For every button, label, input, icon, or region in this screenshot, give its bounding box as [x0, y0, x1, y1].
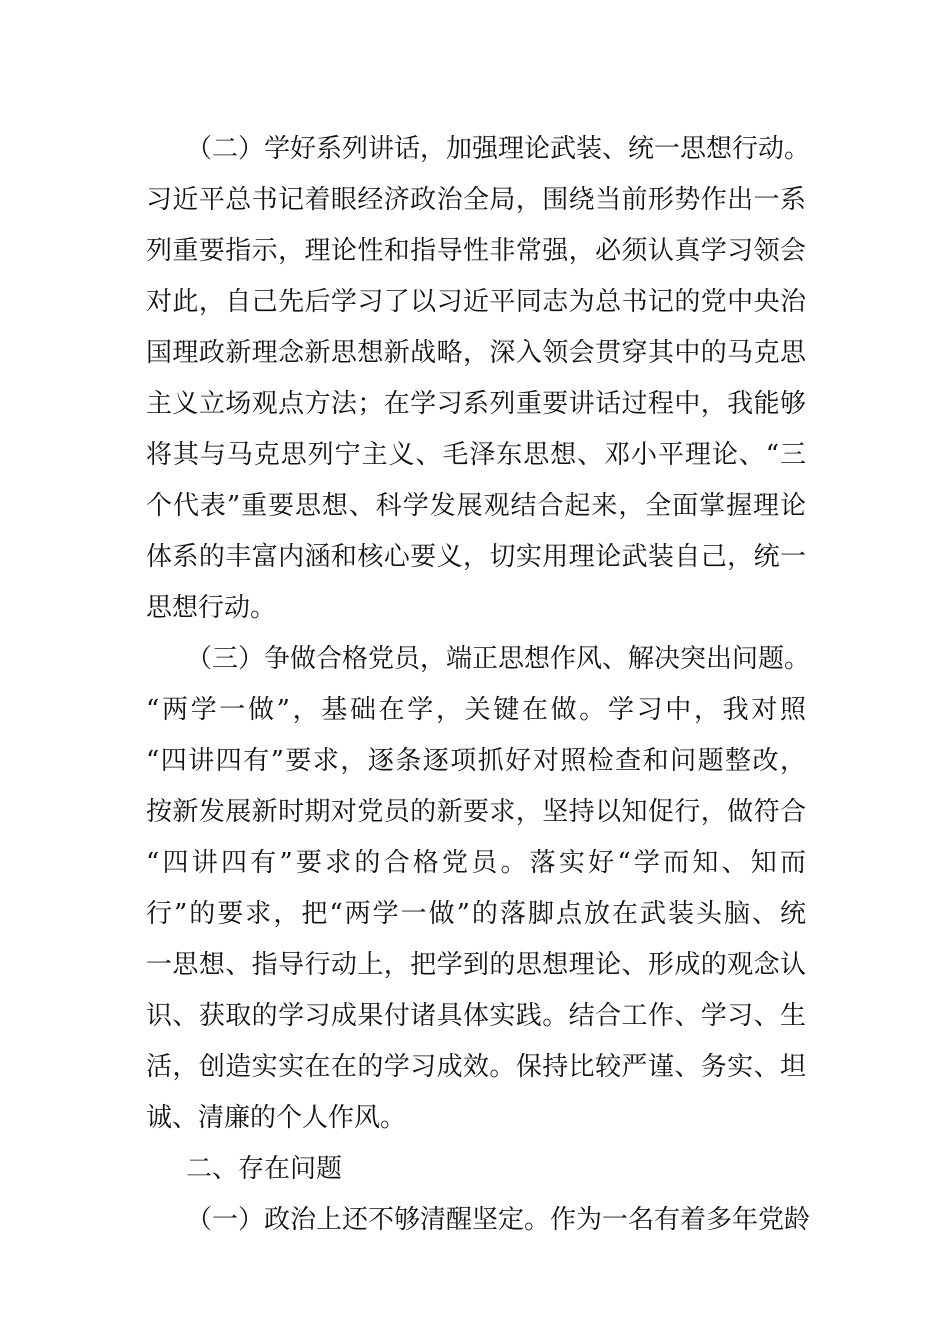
paragraph-line: 个代表”重要思想、科学发展观结合起来，全面掌握理论 — [146, 491, 806, 521]
paragraph-line: 行”的要求，把“两学一做”的落脚点放在武装头脑、统 — [146, 899, 806, 929]
paragraph-line: 体系的丰富内涵和核心要义，切实用理论武装自己，统一 — [146, 542, 806, 572]
paragraph-line: 识、获取的学习成果付诸具体实践。结合工作、学习、生 — [146, 1001, 806, 1031]
paragraph-line: 诚、清廉的个人作风。 — [146, 1103, 407, 1133]
section-title-problems: 二、存在问题 — [186, 1154, 343, 1184]
section-heading-3: （三）争做合格党员，端正思想作风、解决突出问题。 — [186, 644, 811, 674]
paragraph-line: 习近平总书记着眼经济政治全局，围绕当前形势作出一系 — [146, 185, 806, 215]
paragraph-line: 国理政新理念新思想新战略，深入领会贯穿其中的马克思 — [146, 338, 806, 368]
paragraph-line: “四讲四有”要求的合格党员。落实好“学而知、知而 — [146, 848, 806, 878]
paragraph-line: 列重要指示，理论性和指导性非常强，必须认真学习领会 — [146, 236, 806, 266]
paragraph-line: 对此，自己先后学习了以习近平同志为总书记的党中央治 — [146, 287, 806, 317]
paragraph-line: 一思想、指导行动上，把学到的思想理论、形成的观念认 — [146, 950, 806, 980]
paragraph-line: 主义立场观点方法；在学习系列重要讲话过程中，我能够 — [146, 389, 806, 419]
section-heading-2: （二）学好系列讲话，加强理论武装、统一思想行动。 — [186, 134, 811, 164]
paragraph-line: “两学一做”，基础在学，关键在做。学习中，我对照 — [146, 695, 806, 725]
paragraph-line: 按新发展新时期对党员的新要求，坚持以知促行，做符合 — [146, 797, 806, 827]
paragraph-line: 思想行动。 — [146, 593, 277, 623]
subsection-heading-1: （一）政治上还不够清醒坚定。作为一名有着多年党龄 — [186, 1205, 811, 1235]
paragraph-line: 活，创造实实在在的学习成效。保持比较严谨、务实、坦 — [146, 1052, 806, 1082]
paragraph-line: “四讲四有”要求，逐条逐项抓好对照检查和问题整改， — [146, 746, 806, 776]
paragraph-line: 将其与马克思列宁主义、毛泽东思想、邓小平理论、“三 — [146, 440, 806, 470]
